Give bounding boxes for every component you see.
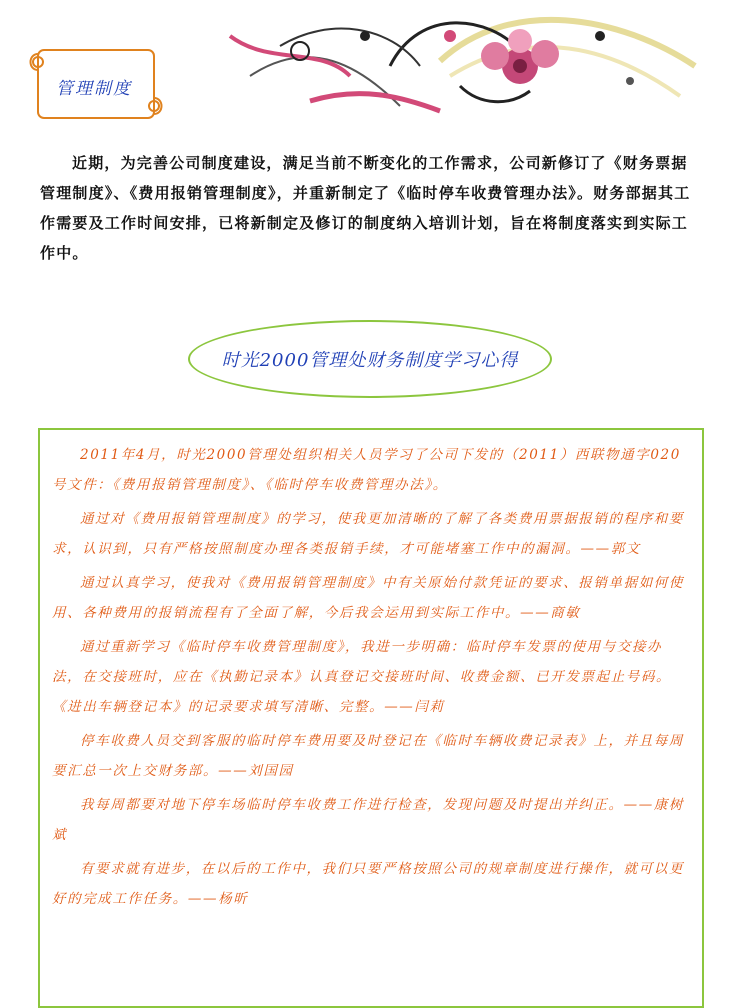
paragraph-5: 停车收费人员交到客服的临时停车费用要及时登记在《临时车辆收费记录表》上，并且每周要汇总一次上交财务部。——刘国园 [52,733,684,779]
paragraph-1: 2011年4月，时光2000管理处组织相关人员学习了公司下发的（2011）西联物通字020号文件：《费用报销管理制度》、《临时停车收费管理办法》。 [52,447,681,493]
floral-decoration [190,6,710,116]
banner-title: 管理制度 [56,79,132,99]
section-title: 时光2000管理处财务制度学习心得 [221,350,519,371]
paragraph-3: 通过认真学习，使我对《费用报销管理制度》中有关原始付款凭证的要求、报销单据如何使用、各种费用的报销流程有了全面了解，今后我会运用到实际工作中。——商敏 [52,575,684,621]
paragraph-4: 通过重新学习《临时停车收费管理制度》，我进一步明确：临时停车发票的使用与交接办法，在交接班时，应在《执勤记录本》认真登记交接班时间、收费金额、已开发票起止号码。《进出车辆登记本》的记录要求填写清晰、完整。——闫莉 [52,639,672,715]
intro-paragraph: 近期，为完善公司制度建设，满足当前不断变化的工作需求，公司新修订了《财务票据管理制度》、《费用报销管理制度》，并重新制定了《临时停车收费管理办法》。财务部据其工作需要及工作时间安排，已将新制定及修订的制度纳入培训计划，旨在将制度落实到实际工作中。 [40,154,691,262]
paragraph-6: 我每周都要对地下停车场临时停车收费工作进行检查，发现问题及时提出并纠正。——康树斌 [52,797,684,843]
content-box [38,428,704,1008]
paragraph-7: 有要求就有进步，在以后的工作中，我们只要严格按照公司的规章制度进行操作，就可以更好的完成工作任务。——杨昕 [52,861,684,907]
paragraph-2: 通过对《费用报销管理制度》的学习，使我更加清晰的了解了各类费用票据报销的程序和要求，认识到，只有严格按照制度办理各类报销手续，才可能堵塞工作中的漏洞。——郭文 [52,511,684,557]
section-title-oval [188,320,552,398]
